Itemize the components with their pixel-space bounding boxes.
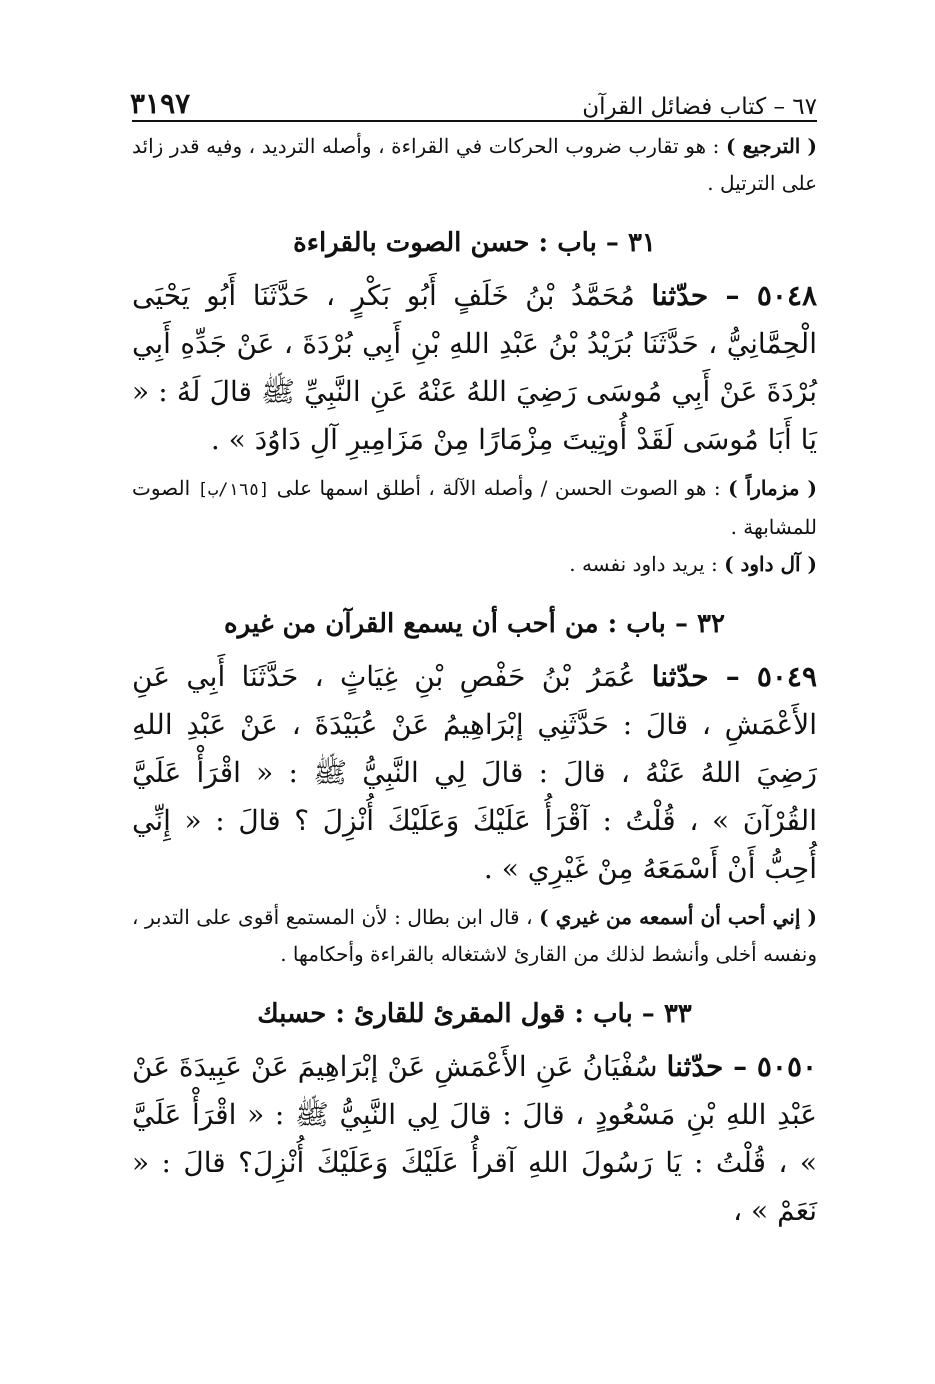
note-text: ، قال ابن بطال : لأن المستمع أقوى على التدبر ، ونفسه أخلى وأنشط لذلك من القارئ لاشتغاله بالقراءة وأحكامها . — [132, 905, 817, 966]
chapter-heading-31: ٣١ – باب : حسن الصوت بالقراءة — [293, 228, 656, 258]
hadith-5049 — [132, 653, 817, 893]
chapter-heading-32: ٣٢ – باب : من أحب أن يسمع القرآن من غيره — [224, 609, 725, 639]
chapter-heading-33: ٣٣ – باب : قول المقرئ للقارئ : حسبك — [257, 999, 692, 1029]
note-term: ( الترجيع ) — [725, 134, 818, 158]
note-term: ( إني أحب أن أسمعه من غيري ) — [539, 905, 817, 929]
note-text: : هو تقارب ضروب الحركات في القراءة ، وأصله الترديد ، وفيه قدر زائد على الترتيل . — [132, 134, 817, 195]
note-term: ( مزماراً ) — [728, 476, 818, 500]
book-page — [132, 78, 817, 1241]
hadith-5050 — [132, 1043, 817, 1235]
manuscript-ref: [١٦٥/ب] — [197, 480, 270, 500]
note-ibn-battal — [132, 899, 817, 973]
hadith-text: عُمَرُ بْنُ حَفْصِ بْنِ غِيَاثٍ ، حَدَّثَنَا أَبِي عَنِ الأَعْمَشِ ، قالَ : حَدَّثَنِي إبْرَاهِيمُ عَنْ عُبَيْدَةَ ، عَنْ عَبْدِ اللهِ رَضِيَ اللهُ عَنْهُ ، قالَ : قالَ لِي النَّبِيُّ ﷺ : « اقْرَأْ عَلَيَّ القُرْآنَ » ، قُلْتُ : آقْرَأُ عَلَيْكَ وَعَلَيْكَ أُنْزِلَ ؟ قالَ : « إِنِّي أُحِبُّ أَنْ أَسْمَعَهُ مِنْ غَيْرِي » . — [132, 660, 817, 885]
hadith-text: سُفْيَانُ عَنِ الأَعْمَشِ عَنْ إبْرَاهِيمَ عَنْ عَبِيدَةَ عَنْ عَبْدِ اللهِ بْنِ مَسْعُودٍ ، قالَ : قالَ لِي النَّبِيُّ ﷺ : « اقْرَأْ عَلَيَّ » ، قُلْتُ : يَا رَسُولَ اللهِ آقرأُ عَلَيْكَ وَعَلَيْكَ أُنْزِلَ؟ قالَ : « نَعَمْ » ، — [132, 1050, 817, 1227]
intro-note — [132, 128, 817, 202]
running-header — [132, 78, 817, 122]
hadith-lead: ٥٠٤٨ – حدّثنا — [651, 279, 818, 312]
note-text-tail: الصوت للمشابهة . — [132, 476, 817, 539]
hadith-lead: ٥٠٤٩ – حدّثنا — [651, 660, 817, 693]
hadith-5048 — [132, 272, 817, 464]
page-number: ٣١٩٧ — [130, 87, 191, 120]
note-text: : يريد داود نفسه . — [569, 552, 725, 576]
note-aal-dawud — [132, 546, 817, 583]
note-text: : هو الصوت الحسن / وأصله الآلة ، أطلق اسمها على — [269, 476, 729, 500]
hadith-lead: ٥٠٥٠ – حدّثنا — [666, 1050, 818, 1083]
note-mizmar — [132, 470, 817, 546]
hadith-text: مُحَمَّدُ بْنُ خَلَفٍ أَبُو بَكْرٍ ، حَدَّثَنَا أَبُو يَحْيَى الْحِمَّانِيُّ ، حَدَّثَنَا بُرَيْدُ بْنُ عَبْدِ اللهِ بْنِ أَبِي بُرْدَةَ ، عَنْ جَدِّهِ أَبِي بُرْدَةَ عَنْ أَبِي مُوسَى رَضِيَ اللهُ عَنْهُ عَنِ النَّبِيِّ ﷺ قالَ لَهُ : « يَا أَبَا مُوسَى لَقَدْ أُوتِيتَ مِزْمَارًا مِنْ مَزَامِيرِ آلِ دَاوُدَ » . — [132, 279, 817, 456]
note-term: ( آل داود ) — [724, 552, 817, 576]
chapter-title: ٦٧ – كتاب فضائل القرآن — [582, 94, 817, 120]
